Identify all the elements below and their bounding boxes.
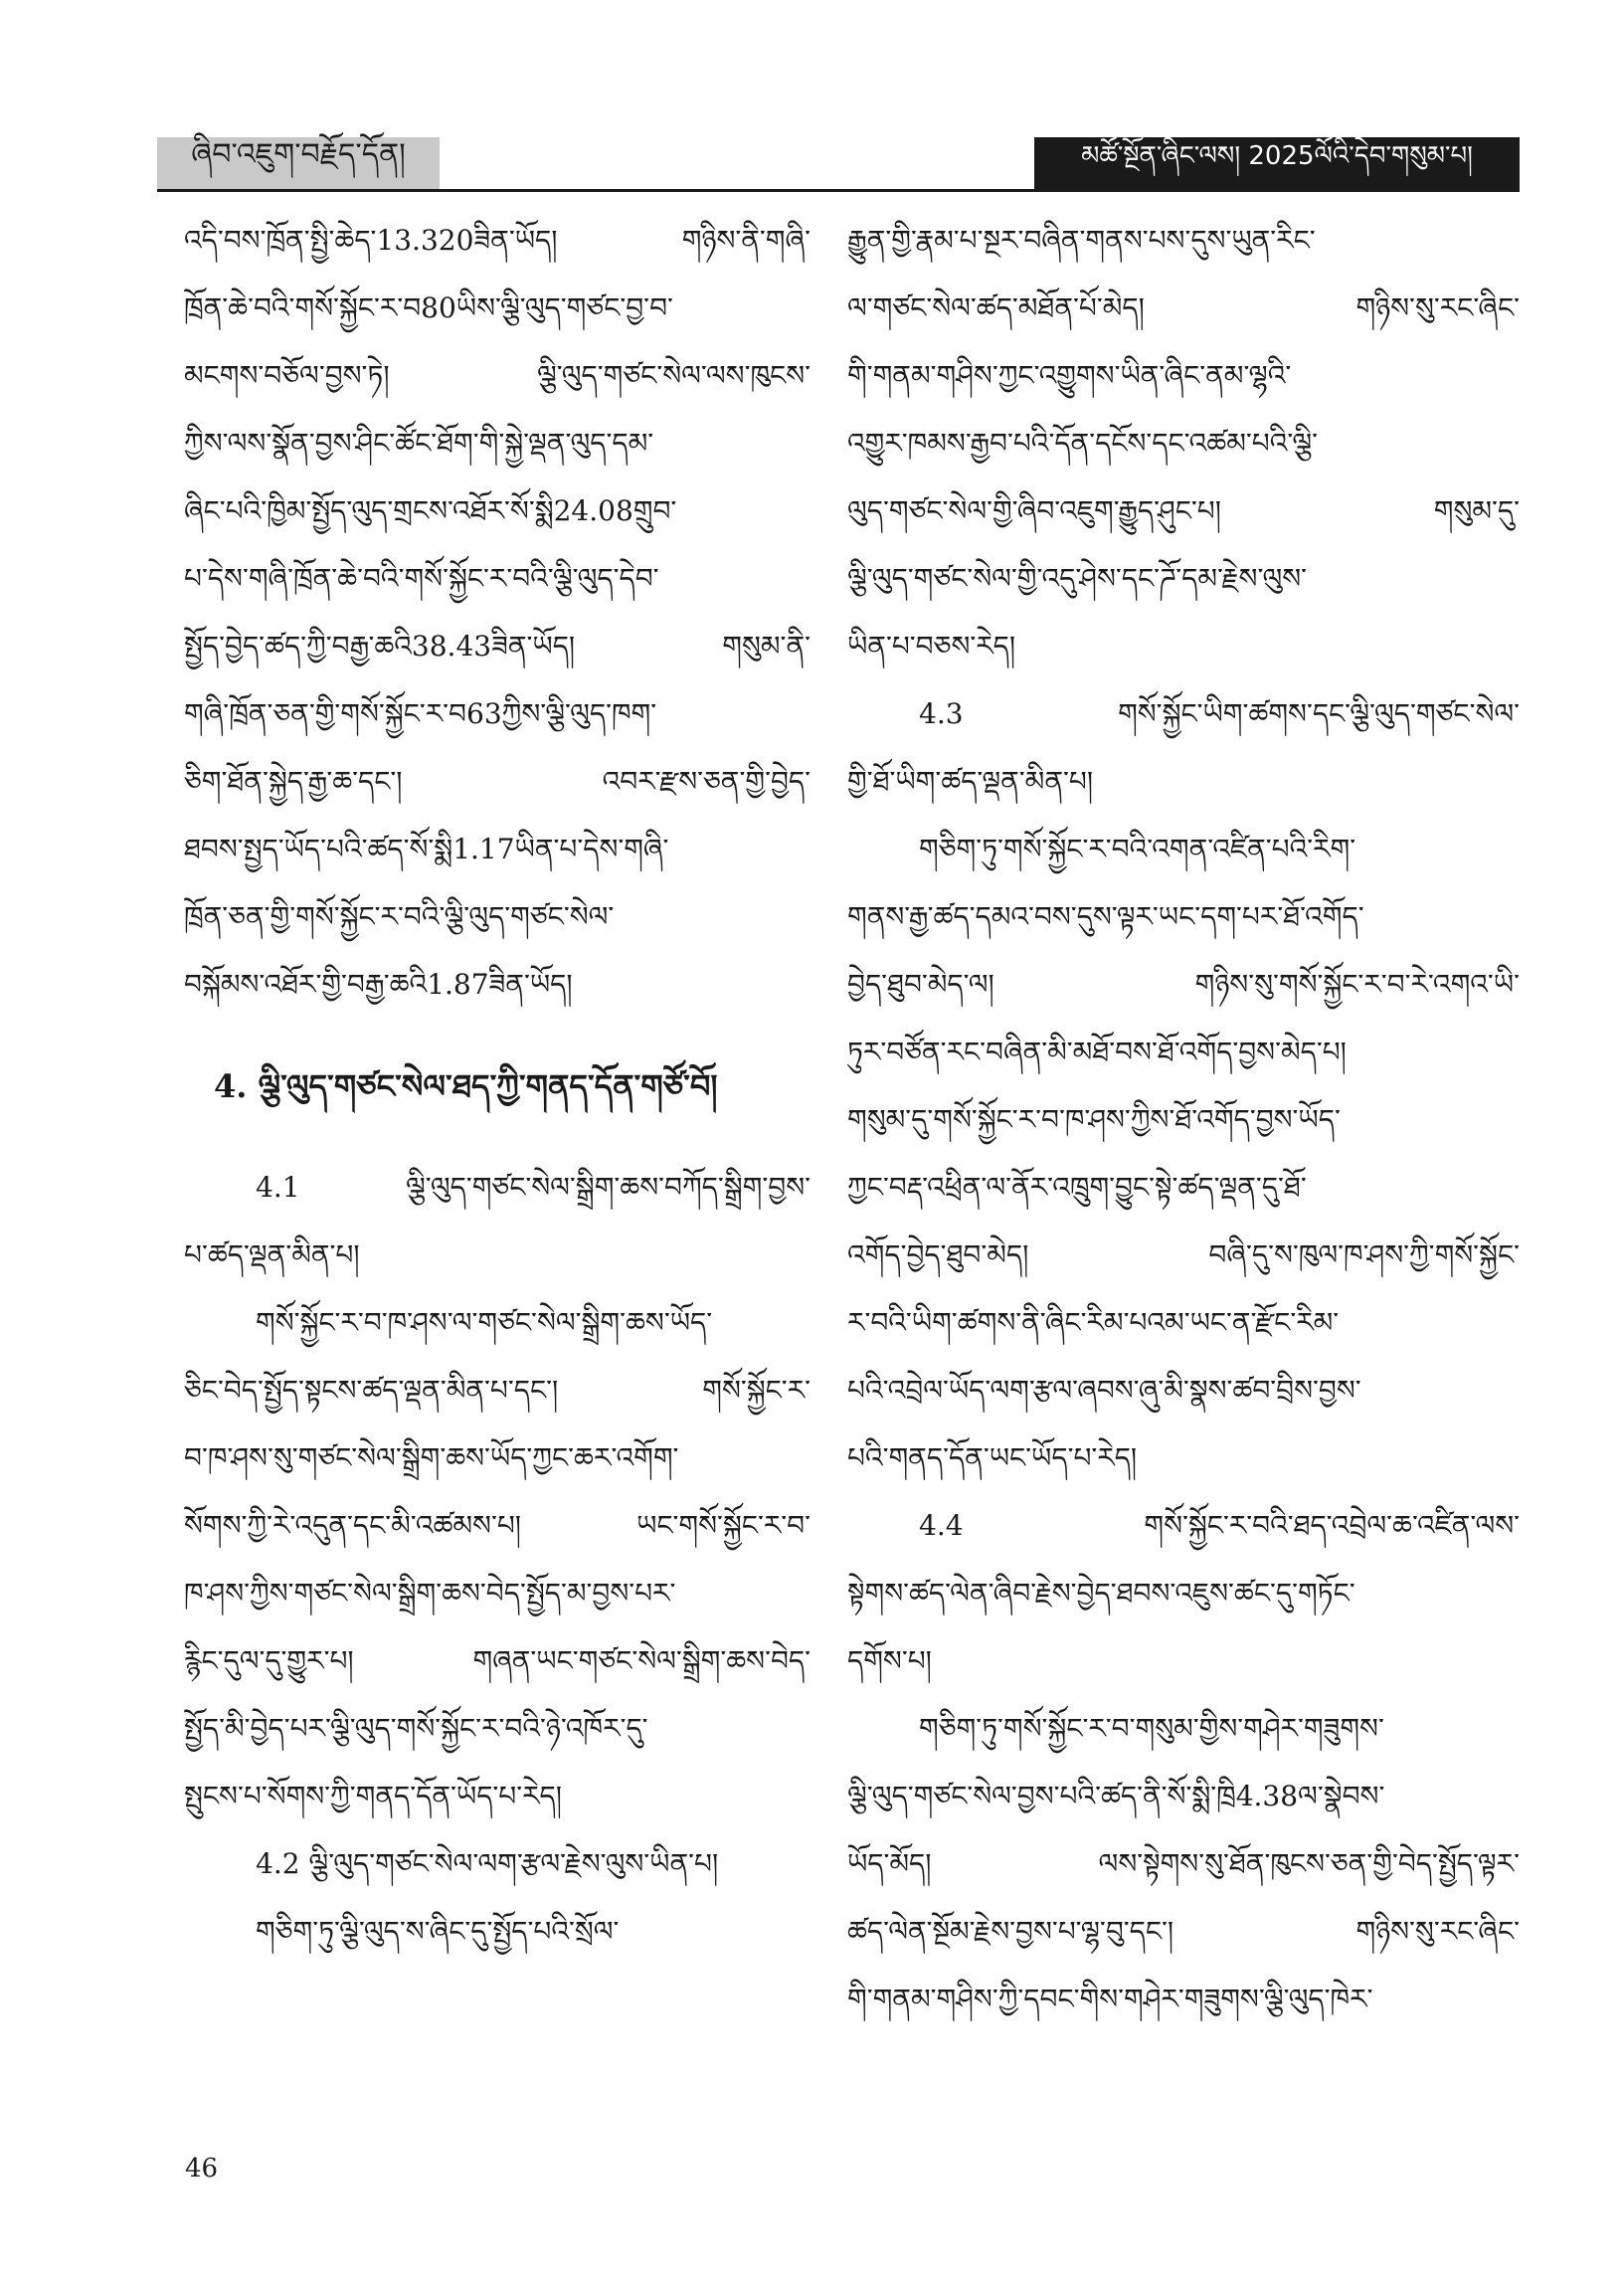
text-line: ཚད་ལེན་སྔོམ་རྗེས་བྱས་པ་ལྷ་བུ་དང་། གཉིས་སུ་རང་ཞིང་ [847,1915,1520,1948]
text-line: འདི་བས་ཁྲོན་སྤྱི་ཆེད་13.320ཟིན་ཡོད། གཉིས་ནི་གཞི་ [184,224,811,257]
text-line: གསོ་སྐྱོང་ར་བ་ཁ་ཤས་ལ་གཙང་སེལ་སྒྲིག་ཆས་ཡོད་ [256,1306,713,1339]
text-line: སྤྱོད་བྱེད་ཚད་ཀྱི་བརྒྱ་ཆའི38.43ཟིན་ཡོད། གསུམ་ནི་ [184,630,811,663]
text-line: བྱེད་ཐུབ་མེད་ལ། གཉིས་སུ་གསོ་སྐྱོང་ར་བ་རེ་འགའ་ཡི་ [847,968,1520,1001]
text-line: གཅིག་ཏུ་གསོ་སྐྱོང་ར་བའི་འགན་འཛིན་པའི་རིག་ [919,833,1356,865]
header-rule [157,189,1520,192]
text-line: ཀྱིས་ལས་སྣོན་བྱས་ཤིང་ཚོང་ཐོག་གི་སྐྱེ་ལྡན་ལུད་དམ་ [184,427,654,460]
text-line: རྙིང་དུལ་དུ་གྱུར་པ། གཞན་ཡང་གཙང་སེལ་སྒྲིག་ཆས་བེད་ [184,1644,811,1677]
text-line: སྤུངས་པ་སོགས་ཀྱི་གནད་དོན་ཡོད་པ་རེད། [184,1780,562,1812]
text-line: ཁ་ཤས་ཀྱིས་གཙང་སེལ་སྒྲིག་ཆས་བེད་སྤྱོད་མ་བྱས་པར་ [184,1577,676,1610]
text-line: ཡོད་མོད། ལས་སྟེགས་སུ་ཐོན་ཁུངས་ཅན་གྱི་བེད་སྤྱོད་ལྟར་ [847,1847,1520,1880]
subsection-heading: པ་ཚད་ལྡན་མིན་པ། [184,1238,360,1271]
subsection-heading: 4.1 ལྕི་ལུད་གཙང་སེལ་སྒྲིག་ཆས་བཀོད་སྒྲིག་བྱས་ [256,1171,811,1204]
subsection-heading: 4.2 ལྕི་ལུད་གཙང་སེལ་ལག་རྩལ་རྗེས་ལུས་ཡིན་པ། [256,1847,719,1880]
text-line: ཡིན་པ་བཅས་རེད། [847,630,1016,663]
text-line: ཁྲོན་ཆེ་བའི་གསོ་སྐྱོང་ར་བ80ཡིས་ལྕི་ལུད་གཙང་བྱ་བ་ [184,291,673,324]
text-line: ཀྱང་བརྡ་འཕྲིན་ལ་ནོར་འཁྲུག་བྱུང་སྟེ་ཚད་ལྡན་དུ་ཐོ་ [847,1171,1307,1204]
page-number: 46 [185,2154,219,2183]
text-line: མངགས་བཅོལ་བྱས་ཏེ། ལྕི་ལུད་གཙང་སེལ་ལས་ཁུངས་ [184,359,811,392]
text-line: ཏུར་བཙོན་རང་བཞིན་མི་མཐོ་བས་ཐོ་འགོད་བྱས་མེད་པ། [847,1036,1347,1068]
text-line: པའི་འབྲེལ་ཡོད་ལག་རྩལ་ཞབས་ཞུ་མི་སྣས་ཚབ་བྲིས་བྱས་ [847,1374,1361,1407]
text-line: ཁྲོན་ཅན་གྱི་གསོ་སྐྱོང་ར་བའི་ལྕི་ལུད་གཙང་སེལ་ [184,900,615,933]
text-line: ཞིང་པའི་ཁྱིམ་སྤྱོད་ལུད་གྲངས་འཐོར་སོ་སྨི24.08གྲུབ་ [184,494,677,527]
subsection-heading: སྟེགས་ཚད་ལེན་ཞིབ་རྗེས་བྱེད་ཐབས་འཇུས་ཚང་དུ་གཏོང་ [847,1577,1355,1610]
text-line: ལྕི་ལུད་གཙང་སེལ་གྱི་འདུ་ཤེས་དང་ཌོ་དམ་རྗེས་ལུས་ [847,562,1308,595]
subsection-heading: 4.3 གསོ་སྐྱོང་ཡིག་ཚགས་དང་ལྕི་ལུད་གཙང་སེལ་ [919,697,1520,730]
text-line: ར་བའི་ཡིག་ཚགས་ནི་ཞིང་རིམ་པའམ་ཡང་ན་རྫོང་རིམ་ [847,1306,1340,1339]
subsection-heading: གྱི་ཐོ་ཡིག་ཚད་ལྡན་མིན་པ། [847,765,1094,798]
text-line: སོགས་ཀྱི་རེ་འདུན་དང་མི་འཚམས་པ། ཡང་གསོ་སྐྱོང་ར་བ་ [184,1509,811,1542]
text-line: ལྕི་ལུད་གཙང་སེལ་བྱས་པའི་ཚད་ནི་སོ་སྨི་ཁྲི4.38ལ་སྣེབས་ [847,1780,1385,1812]
text-line: གནས་རྒྱ་ཚད་དམའ་བས་དུས་ལྟར་ཡང་དག་པར་ཐོ་འགོད་ [847,900,1364,933]
text-line: པ་དེས་གཞི་ཁྲོན་ཆེ་བའི་གསོ་སྐྱོང་ར་བའི་ལྕི་ལུད་དེབ་ [184,562,659,595]
right-column [847,207,1520,2033]
left-column [184,207,811,1966]
text-line: གི་གནམ་གཤིས་ཀྱང་འགྱུགས་ཡིན་ཞིང་ནམ་ལྷའི་ [847,359,1292,392]
text-line: སྤྱོད་མི་བྱེད་པར་ལྕི་ལུད་གསོ་སྐྱོང་ར་བའི་ཉེ་འཁོར་དུ་ [184,1712,648,1745]
section-label: ཞིབ་འཇུག་བརྗོད་དོན། [157,137,440,189]
text-line: པའི་གནད་དོན་ཡང་ཡོད་པ་རེད། [847,1441,1138,1474]
subsection-heading: 4.4 གསོ་སྐྱོང་ར་བའི་ཐད་འབྲེལ་ཆ་འཛིན་ལས་ [919,1509,1520,1542]
text-line: གསུམ་དུ་གསོ་སྐྱོང་ར་བ་ཁ་ཤས་ཀྱིས་ཐོ་འགོད་བྱས་ཡོད་ [847,1103,1341,1136]
text-line: གཅིག་ཏུ་གསོ་སྐྱོང་ར་བ་གསུམ་གྱིས་གཤེར་གཟུགས་ [919,1712,1384,1745]
journal-issue-label: མཚོ་སྔོན་ཞིང་ལས། 2025ལོའི་དེབ་གསུམ་པ། [1034,137,1520,189]
text-line: གི་གནམ་གཤིས་ཀྱི་དབང་གིས་གཤེར་གཟུགས་ལྕི་ལུད་ཁེར་ [847,1983,1373,2015]
text-line: རྒྱུན་གྱི་རྣམ་པ་སྔར་བཞིན་གནས་པས་དུས་ཡུན་རིང་ [847,224,1316,257]
text-line: ལ་གཙང་སེལ་ཚད་མཐོན་པོ་མེད། གཉིས་སུ་རང་ཞིང་ [847,291,1520,324]
text-line: ཐབས་སྤྱད་ཡོད་པའི་ཚད་སོ་སྨི1.17ཡིན་པ་དེས་གཞི་ [184,833,669,865]
text-line: ཅིང་བེད་སྤྱོད་སྟངས་ཚད་ལྡན་མིན་པ་དང་། གསོ་སྐྱོང་ར་ [184,1374,811,1407]
text-line: ཅིག་ཐོན་སྐྱེད་རྒྱ་ཆ་དང་། འབར་རྫས་ཅན་གྱི་བྱེད་ [184,765,811,798]
text-line: བ་ཁ་ཤས་སུ་གཙང་སེལ་སྒྲིག་ཆས་ཡོད་ཀྱང་ཆར་འགོག་ [184,1441,679,1474]
subsection-heading: དགོས་པ། [847,1644,932,1677]
section-heading: 4. ལྕི་ལུད་གཙང་སེལ་ཐད་ཀྱི་གནད་དོན་གཙོ་བོ། [214,1067,718,1105]
text-line: བསྐོམས་འཐོར་གྱི་བརྒྱ་ཆའི1.87ཟིན་ཡོད། [184,968,573,1001]
text-line: འགོད་བྱེད་ཐུབ་མེད། བཞི་དུ་ས་ཁུལ་ཁ་ཤས་ཀྱི་གསོ་སྐྱོང་ [847,1238,1520,1271]
text-line: གཞི་ཁྲོན་ཅན་གྱི་གསོ་སྐྱོང་ར་བ63ཀྱིས་ལྕི་ལུད་ཁག་ [184,697,657,730]
text-line: འགྱུར་ཁམས་རྒྱབ་པའི་དོན་དངོས་དང་འཚམ་པའི་ལྕི་ [847,427,1319,460]
text-line: ལུད་གཙང་སེལ་གྱི་ཞིབ་འཇུག་རྒྱུད་ཤུང་པ། གསུམ་དུ་ [847,494,1520,527]
text-line: གཅིག་ཏུ་ལྕི་ལུད་ས་ཞིང་དུ་སྤྱོད་པའི་སྲོལ་ [256,1915,620,1948]
